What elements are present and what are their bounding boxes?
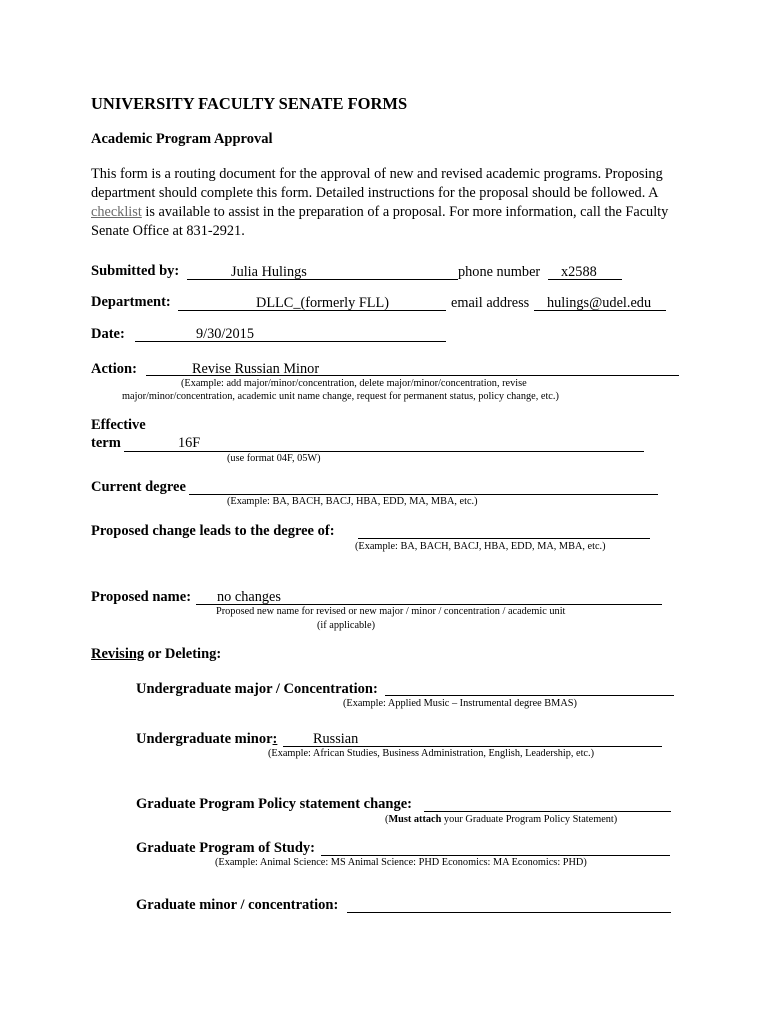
department-label: Department: — [91, 294, 171, 310]
grad-policy-line[interactable] — [424, 811, 671, 812]
grad-policy-hint-rest: your Graduate Program Policy Statement) — [441, 814, 618, 825]
effective-label: Effective — [91, 417, 146, 433]
date-field[interactable]: 9/30/2015 — [196, 326, 254, 342]
term-field[interactable]: 16F — [178, 435, 201, 451]
ug-minor-field[interactable]: Russian — [313, 731, 359, 747]
intro-text-2: is available to assist in the preparation of a proposal. For more information, call the Faculty Senate Office at 831-2921. — [91, 204, 669, 239]
ug-major-hint: (Example: Applied Music – Instrumental degree BMAS) — [343, 698, 577, 709]
phone-field[interactable]: x2588 — [561, 264, 597, 280]
revising-heading — [91, 646, 221, 663]
ug-minor-hint: (Example: African Studies, Business Administration, English, Leadership, etc.) — [268, 748, 595, 759]
date-label: Date: — [91, 326, 125, 342]
phone-label: phone number — [458, 264, 541, 280]
current-degree-label: Current degree — [91, 479, 186, 495]
date-line — [135, 341, 446, 342]
term-label: term — [91, 435, 121, 451]
submitted-by-line — [187, 279, 458, 280]
form-subtitle: Academic Program Approval — [91, 131, 273, 147]
proposed-name-field[interactable]: no changes — [217, 589, 281, 605]
ug-major-label: Undergraduate major / Concentration: — [136, 681, 378, 697]
grad-policy-label: Graduate Program Policy statement change: — [136, 796, 412, 812]
proposed-name-hint-2: (if applicable) — [317, 620, 376, 631]
ug-minor-label — [136, 731, 277, 748]
ug-minor-colon: : — [272, 731, 278, 747]
grad-study-line[interactable] — [321, 855, 670, 856]
grad-policy-hint-bold: Must attach — [388, 814, 442, 825]
term-hint: (use format 04F, 05W) — [227, 453, 321, 464]
revising-rest: or Deleting: — [144, 646, 222, 662]
grad-study-hint: (Example: Animal Science: MS Animal Science: PHD Economics: MA Economics: PHD) — [215, 857, 587, 868]
action-example-2: major/minor/concentration, academic unit name change, request for permanent status, policy change, etc.) — [122, 391, 559, 402]
email-field[interactable]: hulings@udel.edu — [547, 295, 652, 311]
action-field[interactable]: Revise Russian Minor — [192, 361, 320, 377]
term-line — [124, 451, 644, 452]
proposed-name-label: Proposed name: — [91, 589, 192, 605]
proposed-degree-hint: (Example: BA, BACH, BACJ, HBA, EDD, MA, MBA, etc.) — [355, 541, 606, 552]
grad-minor-line[interactable] — [347, 912, 671, 913]
email-label: email address — [451, 295, 530, 311]
current-degree-line[interactable] — [189, 494, 658, 495]
ug-major-line[interactable] — [385, 695, 674, 696]
proposed-degree-line[interactable] — [358, 538, 650, 539]
submitted-by-label: Submitted by: — [91, 263, 180, 279]
action-example-1: (Example: add major/minor/concentration, delete major/minor/concentration, revise — [181, 378, 527, 389]
current-degree-hint: (Example: BA, BACH, BACJ, HBA, EDD, MA, MBA, etc.) — [227, 496, 478, 507]
grad-policy-hint: (Must attach your Graduate Program Policy Statement) — [385, 814, 618, 825]
intro-paragraph — [91, 165, 691, 241]
intro-text-1: This form is a routing document for the approval of new and revised academic programs. Proposing department should complete this form. Detailed instructions for the proposal should be followed. A — [91, 166, 663, 201]
page-title: UNIVERSITY FACULTY SENATE FORMS — [91, 94, 408, 113]
submitted-by-field[interactable]: Julia Hulings — [231, 264, 307, 280]
grad-study-label: Graduate Program of Study: — [136, 840, 315, 856]
grad-minor-label: Graduate minor / concentration: — [136, 897, 339, 913]
proposed-degree-label: Proposed change leads to the degree of: — [91, 523, 335, 539]
revising-word: Revising — [91, 646, 145, 662]
action-label: Action: — [91, 361, 137, 377]
ug-minor-label-text: Undergraduate minor — [136, 731, 273, 747]
checklist-link[interactable]: checklist — [91, 204, 142, 220]
department-field[interactable]: DLLC_(formerly FLL) — [256, 295, 390, 311]
proposed-name-hint-1: Proposed new name for revised or new major / minor / concentration / academic unit — [216, 606, 566, 617]
